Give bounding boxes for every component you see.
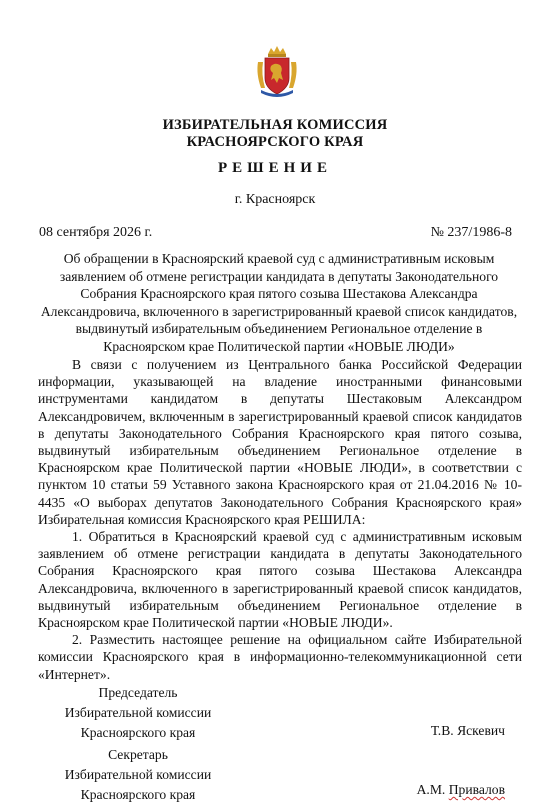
chair-org: Избирательной комиссии xyxy=(64,705,212,720)
document-date: 08 сентября 2026 г. xyxy=(39,225,153,240)
chair-region: Красноярского края xyxy=(80,725,196,740)
secretary-signature-block xyxy=(38,745,238,805)
secretary-title: Секретарь xyxy=(108,747,168,762)
secretary-initials: А.М. xyxy=(416,782,449,797)
secretary-name xyxy=(417,782,505,798)
secretary-surname: Привалов xyxy=(448,782,505,797)
chair-signature-block xyxy=(38,683,238,743)
document-city: г. Красноярск xyxy=(234,192,316,207)
chair-name: Т.В. Яскевич xyxy=(430,723,505,738)
body-paragraph-preamble: В связи с получением из Центрального банка Российской Федерации информации, указывающей на владение иностранными финансовыми инструментами кандидатом в депутаты Шестаковым Александром Александровичем, включенным в зарегистрированный краевой список кандидатов в депутаты Законодательного Собрания Красноярского края пятого созыва, выдвинутый избирательным объединением Региональное отделение в Красноярском крае Политической партии «НОВЫЕ ЛЮДИ», в соответствии с пунктом 10 статьи 59 Уставного закона Красноярского края от 21.04.2016 № 10-4435 «О выборах депутатов Законодательного Собрания Красноярского края» Избирательная комиссия Красноярского края РЕШИЛА: xyxy=(38,357,522,527)
body-paragraph-item-1: 1. Обратиться в Красноярский краевой суд с административным исковым заявлением об отмене регистрации кандидата в депутаты Законодательного Собрания Красноярского края пятого созыва Шестакова Александра Александровича, включенного в зарегистрированный краевой список кандидатов, выдвинутый избирательным объединением Региональное отделение в Красноярском крае Политической партии «НОВЫЕ ЛЮДИ». xyxy=(38,529,522,631)
document-body xyxy=(38,356,522,683)
secretary-org: Избирательной комиссии xyxy=(64,767,212,782)
org-name-line1: ИЗБИРАТЕЛЬНАЯ КОМИССИЯ xyxy=(162,117,388,133)
document-number: № 237/1986-8 xyxy=(430,225,512,240)
document-type: РЕШЕНИЕ xyxy=(218,160,332,176)
org-name-line2: КРАСНОЯРСКОГО КРАЯ xyxy=(186,134,364,150)
document-subject: Об обращении в Красноярский краевой суд с административным исковым заявлением об отмене регистрации кандидата в депутаты Законодательного Собрания Красноярского края пятого созыва Шестакова Александра Александровича, включенного в зарегистрированный краевой список кандидатов, выдвинутый избирательным объединением Региональное отделение в Красноярском крае Политической партии «НОВЫЕ ЛЮДИ» xyxy=(40,251,518,354)
coat-of-arms-emblem xyxy=(255,44,299,100)
chair-title: Председатель xyxy=(98,685,178,700)
secretary-region: Красноярского края xyxy=(80,787,196,802)
body-paragraph-item-2: 2. Разместить настоящее решение на официальном сайте Избирательной комиссии Красноярского края в информационно-телекоммуникационной сети «Интернет». xyxy=(38,632,522,682)
